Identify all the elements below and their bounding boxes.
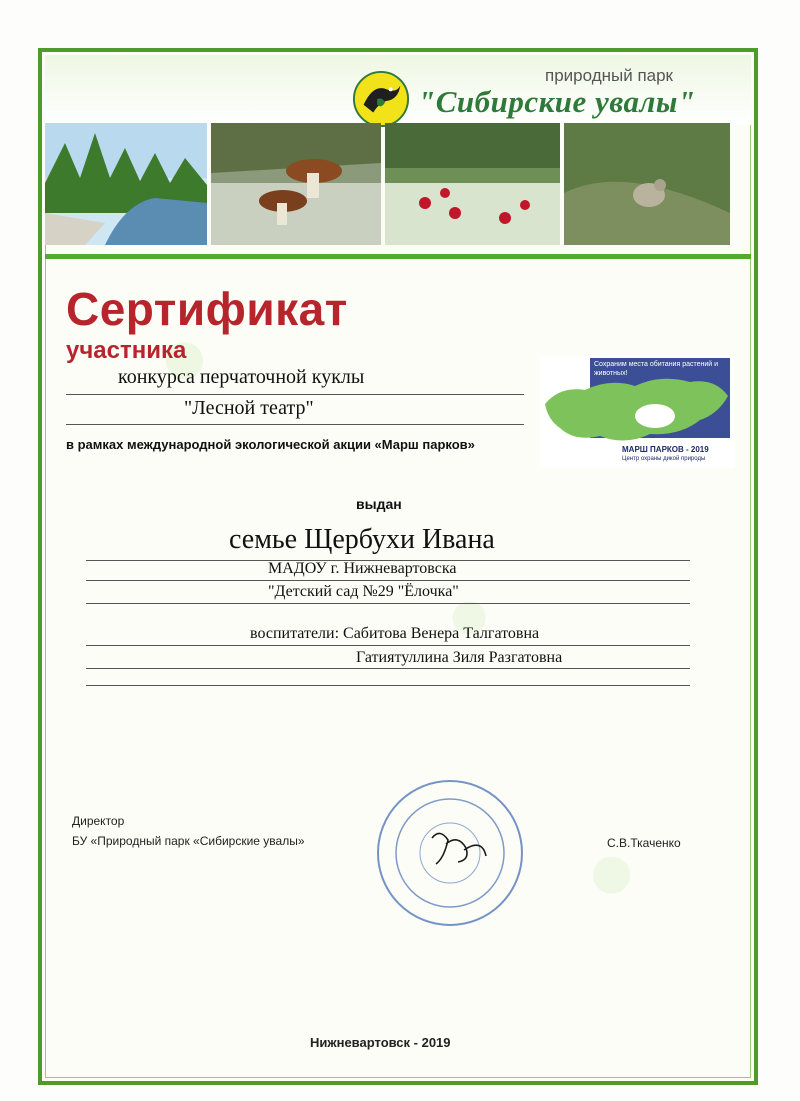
director-org: БУ «Природный парк «Сибирские увалы» [72,834,305,848]
badge-org: Центр охраны дикой природы [622,456,706,462]
contest-line-2: "Лесной театр" [184,397,314,419]
institution-line-1: МАДОУ г. Нижневартовска [268,560,457,577]
photo-forest-river [45,123,207,245]
certificate-title: Сертификат [66,283,348,335]
march-of-parks-badge [540,356,735,468]
badge-name: МАРШ ПАРКОВ - 2019 [622,445,709,454]
park-title: "Сибирские увалы" [418,84,696,119]
underline [86,645,690,646]
underline [86,580,690,581]
teachers-line-1: воспитатели: Сабитова Венера Талгатовна [250,625,540,642]
certificate-subtitle: участника [66,337,187,364]
park-subtitle: природный парк [545,66,673,85]
underline [86,668,690,669]
photo-bird [564,123,730,245]
underline [86,685,690,686]
teachers-line-2: Гатиятуллина Зиля Разгатовна [356,649,563,666]
photo-strip [45,123,751,256]
city-year: Нижневартовск - 2019 [310,1035,451,1050]
institution-line-2: "Детский сад №29 "Ёлочка" [268,583,459,600]
recipient-name: семье Щербухи Ивана [229,524,495,555]
official-stamp-icon [374,778,526,928]
header-divider [45,254,751,259]
badge-slogan: Сохраним места обитания растений и животных! [594,361,719,377]
contest-line-1: конкурса перчаточной куклы [118,366,365,388]
underline [66,424,524,425]
photo-berries [385,123,560,245]
underline [66,394,524,395]
director-title: Директор [72,814,125,828]
context-text: в рамках международной экологической акции «Марш парков» [66,437,475,452]
director-name: С.В.Ткаченко [607,836,681,850]
park-logo-icon [352,70,410,128]
underline [86,603,690,604]
photo-mushrooms [211,123,381,245]
issued-label: выдан [356,496,402,512]
